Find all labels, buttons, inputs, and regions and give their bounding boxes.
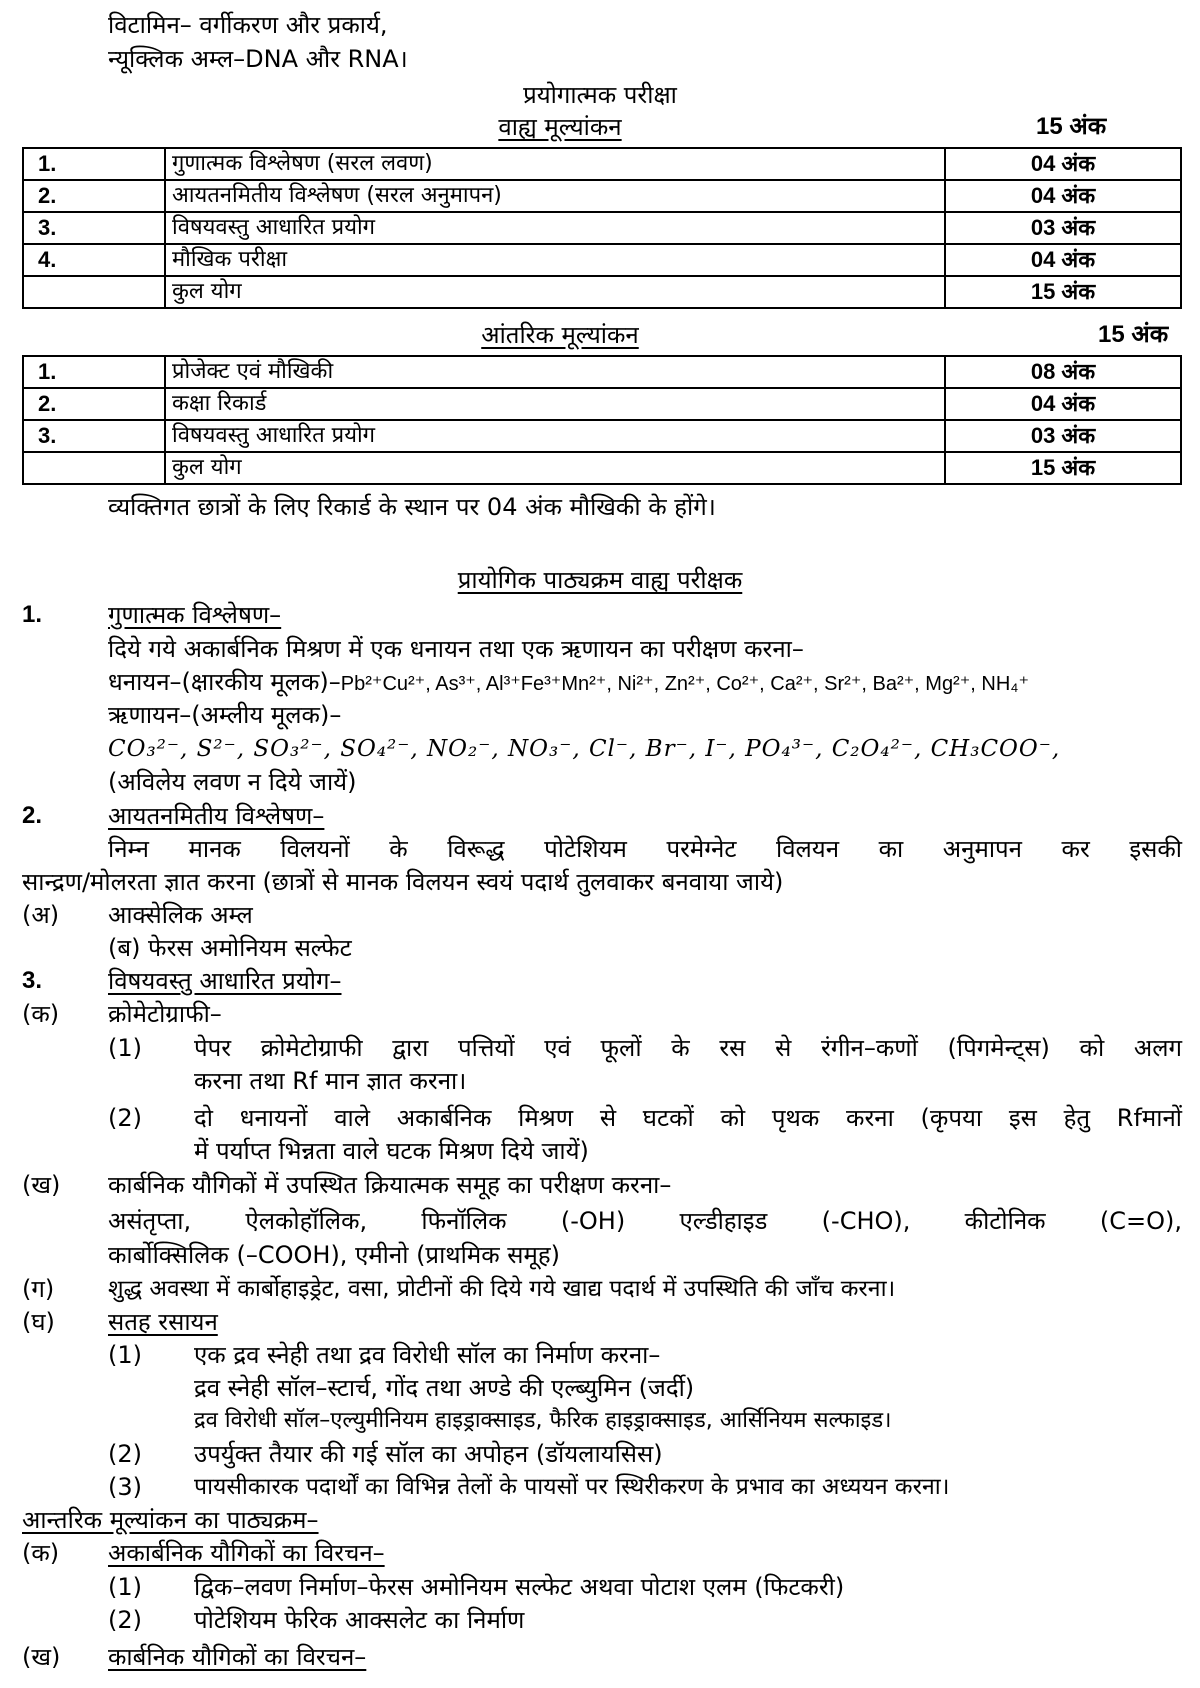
row-marks: 03 अंक bbox=[945, 420, 1181, 452]
section-3-gha2-text: उपर्युक्त तैयार की गई सॉल का अपोहन (डॉयलायसिस) bbox=[194, 1440, 663, 1468]
anions-list: CO₃²⁻, S²⁻, SO₃²⁻, SO₄²⁻, NO₂⁻, NO₃⁻, Cl⁻, Br⁻, I⁻, PO₄³⁻, C₂O₄²⁻, CH₃COO⁻, bbox=[108, 736, 1061, 762]
section-3-gha-label: (घ) bbox=[22, 1308, 55, 1336]
cations-list: Pb²⁺Cu²⁺, As³⁺, Al³⁺Fe³⁺Mn²⁺, Ni²⁺, Zn²⁺, Co²⁺, Ca²⁺, Sr²⁺, Ba²⁺, Mg²⁺, NH₄⁺ bbox=[340, 673, 1029, 695]
section-3-kha-line-1: असंतृप्ता, ऐलकोहॉलिक, फिनॉलिक (-OH) एल्डीहाइड (-CHO), कीटोनिक (C=O), bbox=[108, 1207, 1182, 1235]
section-3-ka2-line-2: में पर्याप्त भिन्नता वाले घटक मिश्रण दिये जायें) bbox=[194, 1137, 589, 1165]
cations-line bbox=[108, 667, 1029, 699]
external-evaluation-title: वाह्य मूल्यांकन bbox=[498, 113, 622, 141]
row-number: 1. bbox=[23, 356, 165, 388]
internal-total-marks: 15 अंक bbox=[1098, 321, 1169, 348]
section-3-ka2-line-1: दो धनायनों वाले अकार्बनिक मिश्रण से घटकों को पृथक करना (कृपया इस हेतु Rfमानों bbox=[194, 1104, 1182, 1132]
row-item: आयतनमितीय विश्लेषण (सरल अनुमापन) bbox=[165, 180, 945, 212]
table-row bbox=[23, 452, 1181, 484]
section-3-kha-text: कार्बनिक यौगिकों में उपस्थित क्रियात्मक समूह का परीक्षण करना– bbox=[108, 1171, 672, 1199]
internal-syllabus-heading: आन्तरिक मूल्यांकन का पाठ्यक्रम– bbox=[22, 1506, 319, 1534]
row-marks: 15 अंक bbox=[945, 276, 1181, 308]
section-2-b-text: (ब) फेरस अमोनियम सल्फेट bbox=[108, 934, 352, 962]
syllabus-title: प्रायोगिक पाठ्यक्रम वाह्य परीक्षक bbox=[457, 566, 743, 594]
internal-syllabus-ka1-number: (1) bbox=[108, 1573, 142, 1601]
section-1-description: दिये गये अकार्बनिक मिश्रण में एक धनायन तथा एक ऋणायन का परीक्षण करना– bbox=[108, 635, 804, 663]
table-row bbox=[23, 148, 1181, 180]
row-marks: 04 अंक bbox=[945, 244, 1181, 276]
internal-syllabus-kha-label: (ख) bbox=[22, 1643, 61, 1671]
row-number: 4. bbox=[23, 244, 165, 276]
section-2-a-label: (अ) bbox=[22, 901, 60, 929]
row-marks: 03 अंक bbox=[945, 212, 1181, 244]
section-3-kha-label: (ख) bbox=[22, 1171, 61, 1199]
section-1-number: 1. bbox=[22, 601, 43, 628]
internal-syllabus-ka2-text: पोटेशियम फेरिक आक्सलेट का निर्माण bbox=[194, 1606, 525, 1634]
section-1-note: (अविलेय लवण न दिये जायें) bbox=[108, 768, 357, 796]
section-3-ka1-line-2: करना तथा Rf मान ज्ञात करना। bbox=[194, 1067, 467, 1095]
external-marks-table bbox=[22, 147, 1182, 309]
row-marks: 15 अंक bbox=[945, 452, 1181, 484]
section-3-gha1-line-2: द्रव स्नेही सॉल–स्टार्च, गोंद तथा अण्डे की एल्ब्युमिन (जर्दी) bbox=[194, 1374, 695, 1402]
row-item: विषयवस्तु आधारित प्रयोग bbox=[165, 420, 945, 452]
row-marks: 04 अंक bbox=[945, 148, 1181, 180]
row-marks: 04 अंक bbox=[945, 180, 1181, 212]
section-3-gha3-number: (3) bbox=[108, 1473, 142, 1501]
intro-line-1: विटामिन– वर्गीकरण और प्रकार्य, bbox=[108, 11, 388, 39]
row-item: मौखिक परीक्षा bbox=[165, 244, 945, 276]
row-item: कुल योग bbox=[165, 276, 945, 308]
row-item: गुणात्मक विश्लेषण (सरल लवण) bbox=[165, 148, 945, 180]
table-row bbox=[23, 212, 1181, 244]
table-row bbox=[23, 276, 1181, 308]
row-marks: 08 अंक bbox=[945, 356, 1181, 388]
section-3-gha1-line-1: एक द्रव स्नेही तथा द्रव विरोधी सॉल का निर्माण करना– bbox=[194, 1341, 661, 1369]
internal-marks-table bbox=[22, 355, 1182, 485]
section-2-a-text: आक्सेलिक अम्ल bbox=[108, 901, 253, 929]
row-number: 2. bbox=[23, 388, 165, 420]
row-item: कक्षा रिकार्ड bbox=[165, 388, 945, 420]
anions-label: ऋणायन–(अम्लीय मूलक)– bbox=[108, 701, 342, 729]
internal-syllabus-ka2-number: (2) bbox=[108, 1606, 142, 1634]
section-3-ka1-number: (1) bbox=[108, 1034, 142, 1062]
internal-note: व्यक्तिगत छात्रों के लिए रिकार्ड के स्थान पर 04 अंक मौखिकी के होंगे। bbox=[108, 493, 716, 521]
table-row bbox=[23, 420, 1181, 452]
section-3-ka-label: (क) bbox=[22, 1000, 60, 1028]
section-3-kha-line-2: कार्बोक्सिलिक (–COOH), एमीनो (प्राथमिक समूह) bbox=[108, 1241, 560, 1269]
section-2-heading: आयतनमितीय विश्लेषण– bbox=[108, 802, 325, 830]
table-row bbox=[23, 244, 1181, 276]
row-number: 2. bbox=[23, 180, 165, 212]
section-1-heading: गुणात्मक विश्लेषण– bbox=[108, 601, 282, 629]
internal-syllabus-ka1-text: द्विक–लवण निर्माण–फेरस अमोनियम सल्फेट अथवा पोटाश एलम (फिटकरी) bbox=[194, 1573, 845, 1601]
section-3-ga-text: शुद्ध अवस्था में कार्बोहाइड्रेट, वसा, प्रोटीनों की दिये गये खाद्य पदार्थ में उपस्थिति की जाँच करना। bbox=[108, 1276, 896, 1302]
table-row bbox=[23, 388, 1181, 420]
row-marks: 04 अंक bbox=[945, 388, 1181, 420]
section-3-gha2-number: (2) bbox=[108, 1440, 142, 1468]
cations-label: धनायन–(क्षारकीय मूलक)– bbox=[108, 668, 341, 696]
section-2-line-2: सान्द्रण/मोलरता ज्ञात करना (छात्रों से मानक विलयन स्वयं पदार्थ तुलवाकर बनवाया जाये) bbox=[22, 868, 784, 896]
section-3-number: 3. bbox=[22, 967, 43, 994]
internal-syllabus-kha-text: कार्बनिक यौगिकों का विरचन– bbox=[108, 1643, 367, 1671]
intro-line-2: न्यूक्लिक अम्ल–DNA और RNA। bbox=[108, 45, 408, 73]
section-3-gha1-number: (1) bbox=[108, 1341, 142, 1369]
row-item: कुल योग bbox=[165, 452, 945, 484]
section-3-ka1-line-1: पेपर क्रोमेटोग्राफी द्वारा पत्तियों एवं फूलों के रस से रंगीन–कणों (पिगमेन्ट्स) को अलग bbox=[194, 1034, 1182, 1062]
practical-exam-title: प्रयोगात्मक परीक्षा bbox=[523, 81, 677, 109]
row-number bbox=[23, 276, 165, 308]
section-2-line-1: निम्न मानक विलयनों के विरूद्ध पोटेशियम परमेग्नेट विलयन का अनुमापन कर इसकी bbox=[108, 835, 1182, 863]
row-number: 3. bbox=[23, 420, 165, 452]
internal-syllabus-ka-label: (क) bbox=[22, 1539, 60, 1567]
section-3-ka2-number: (2) bbox=[108, 1104, 142, 1132]
section-2-number: 2. bbox=[22, 802, 43, 829]
row-number bbox=[23, 452, 165, 484]
row-item: विषयवस्तु आधारित प्रयोग bbox=[165, 212, 945, 244]
row-item: प्रोजेक्ट एवं मौखिकी bbox=[165, 356, 945, 388]
section-3-gha3-text: पायसीकारक पदार्थों का विभिन्न तेलों के पायसों पर स्थिरीकरण के प्रभाव का अध्ययन करना। bbox=[194, 1474, 950, 1500]
section-3-gha1-line-3: द्रव विरोधी सॉल–एल्युमीनियम हाइड्राक्साइड, फैरिक हाइड्राक्साइड, आर्सिनियम सल्फाइड। bbox=[194, 1408, 892, 1433]
row-number: 1. bbox=[23, 148, 165, 180]
section-3-ga-label: (ग) bbox=[22, 1275, 55, 1303]
section-3-gha-text: सतह रसायन bbox=[108, 1308, 218, 1336]
section-3-ka-text: क्रोमेटोग्राफी– bbox=[108, 1000, 222, 1028]
external-total-marks: 15 अंक bbox=[1036, 113, 1107, 140]
row-number: 3. bbox=[23, 212, 165, 244]
internal-evaluation-title: आंतरिक मूल्यांकन bbox=[481, 321, 639, 349]
table-row bbox=[23, 180, 1181, 212]
table-row bbox=[23, 356, 1181, 388]
internal-syllabus-ka-text: अकार्बनिक यौगिकों का विरचन– bbox=[108, 1539, 385, 1567]
section-3-heading: विषयवस्तु आधारित प्रयोग– bbox=[108, 967, 342, 995]
